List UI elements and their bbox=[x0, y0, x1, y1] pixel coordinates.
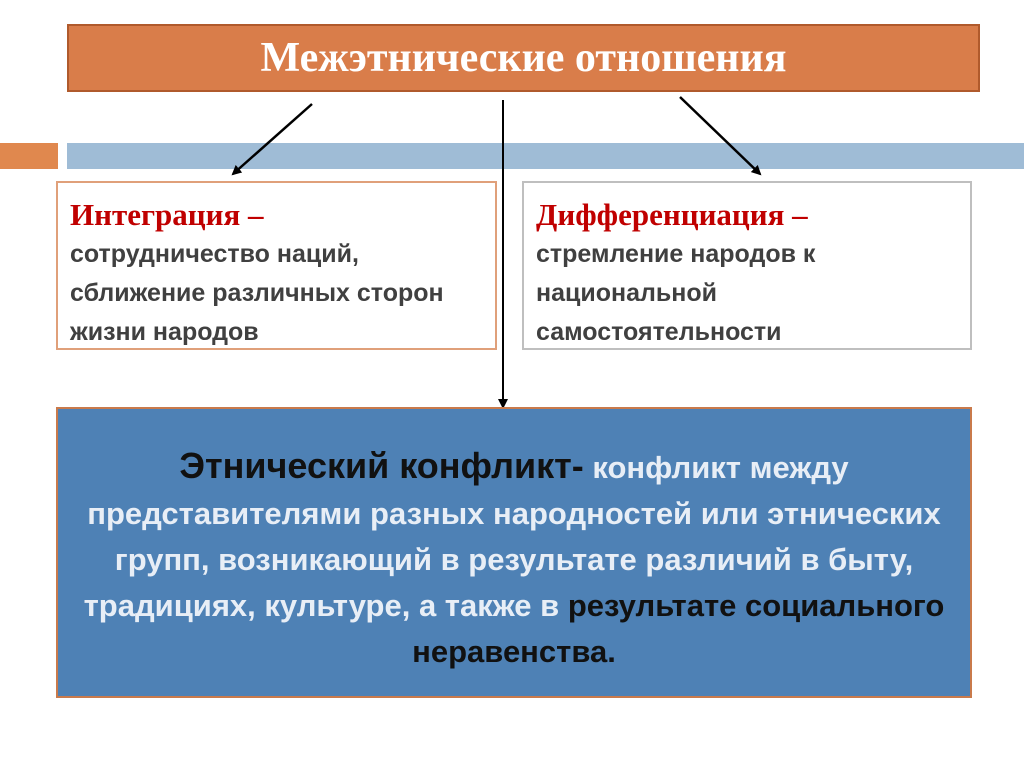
integration-box bbox=[56, 181, 497, 350]
differentiation-description: стремление народов к национальной самостоятельности bbox=[536, 240, 816, 346]
integration-description: сотрудничество наций, сближение различных сторон жизни народов bbox=[70, 240, 444, 346]
conflict-term: Этнический конфликт- bbox=[179, 445, 584, 486]
conflict-description: конфликт между представителями разных народностей или этнических групп, возникающий в результате различий в быту, традициях, культуре, а также в bbox=[83, 450, 941, 623]
differentiation-term: Дифференциация – bbox=[536, 197, 808, 232]
title-box bbox=[67, 24, 980, 92]
decorative-stripe-blue bbox=[67, 143, 1024, 169]
decorative-stripe-orange bbox=[0, 143, 58, 169]
differentiation-box bbox=[522, 181, 972, 350]
integration-term: Интеграция – bbox=[70, 197, 264, 232]
conflict-ending: результате социального неравенства. bbox=[412, 588, 945, 669]
title-text: Межэтнические отношения bbox=[260, 35, 787, 81]
conflict-box bbox=[56, 407, 972, 698]
